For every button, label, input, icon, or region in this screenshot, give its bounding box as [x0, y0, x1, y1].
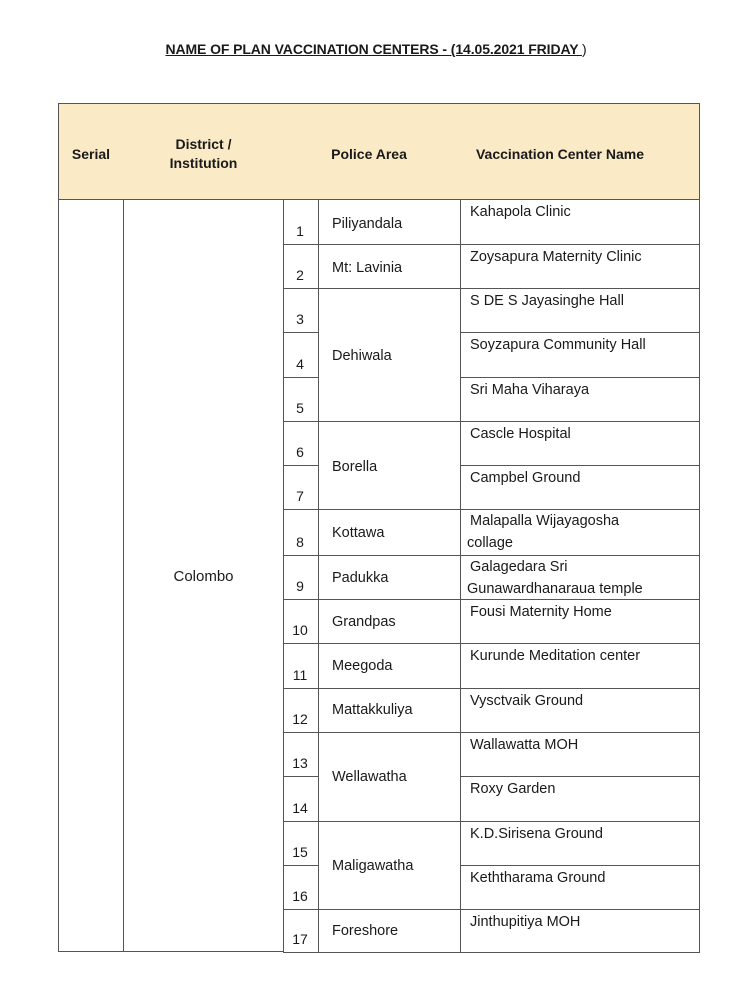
center-name-line1: Galagedara Sri: [470, 559, 568, 575]
police-area-name: Piliyandala: [332, 216, 403, 232]
police-area-name: Grandpas: [332, 614, 396, 630]
header-center-name: Vaccination Center Name: [475, 146, 645, 162]
police-area-name: Foreshore: [332, 923, 399, 939]
row-number: 6: [296, 444, 304, 460]
police-area-name: Dehiwala: [332, 348, 392, 364]
row-number: 12: [292, 711, 308, 727]
police-area-name: Mt: Lavinia: [332, 260, 403, 276]
police-area-name: Maligawatha: [332, 858, 414, 874]
page-title: [0, 41, 752, 57]
center-name-line2: collage: [467, 535, 513, 551]
title-text: NAME OF PLAN VACCINATION CENTERS - (14.05.2021 FRIDAY: [165, 41, 582, 57]
row-number: 15: [292, 844, 308, 860]
center-name: Sri Maha Viharaya: [470, 382, 590, 398]
police-area-name: Mattakkuliya: [332, 702, 413, 718]
district-value: Colombo: [173, 568, 234, 585]
center-name: Campbel Ground: [470, 470, 581, 486]
header-number-cell: [283, 103, 319, 200]
title-close-paren: ): [581, 41, 587, 57]
row-number: 1: [296, 223, 304, 239]
row-number: 14: [292, 800, 308, 816]
row-number: 5: [296, 400, 304, 416]
center-name: Keththarama Ground: [470, 870, 606, 886]
police-area-name: Kottawa: [332, 525, 385, 541]
center-name: Wallawatta MOH: [470, 737, 579, 753]
row-number: 10: [292, 622, 308, 638]
center-name: Jinthupitiya MOH: [470, 914, 581, 930]
row-number: 11: [292, 667, 308, 683]
serial-cell: [58, 199, 124, 952]
police-area-name: Meegoda: [332, 658, 393, 674]
center-name: Soyzapura Community Hall: [470, 337, 646, 353]
center-name: Kurunde Meditation center: [470, 648, 641, 664]
center-name: Roxy Garden: [470, 781, 556, 797]
police-area-name: Borella: [332, 459, 378, 475]
center-name-line1: Malapalla Wijayagosha: [470, 513, 620, 529]
center-name: Kahapola Clinic: [470, 204, 571, 220]
center-name: Zoysapura Maternity Clinic: [470, 249, 642, 265]
row-number: 2: [296, 267, 304, 283]
row-number: 17: [292, 931, 308, 947]
row-number: 8: [296, 534, 304, 550]
header-police-area: Police Area: [331, 146, 407, 162]
center-name: Fousi Maternity Home: [470, 604, 612, 620]
header-district-line2: Institution: [169, 155, 238, 171]
police-area-name: Wellawatha: [332, 769, 407, 785]
row-number: 13: [292, 755, 308, 771]
row-number: 4: [296, 356, 304, 372]
center-name: Cascle Hospital: [470, 426, 571, 442]
row-number: 7: [296, 488, 304, 504]
center-name-line2: Gunawardhanaraua temple: [467, 581, 643, 597]
center-name: S DE S Jayasinghe Hall: [470, 293, 624, 309]
header-district-line1: District /: [175, 136, 232, 152]
center-name: Vysctvaik Ground: [470, 693, 584, 709]
header-serial: Serial: [71, 146, 111, 162]
row-number: 3: [296, 311, 304, 327]
police-area-name: Padukka: [332, 570, 389, 586]
center-name: K.D.Sirisena Ground: [470, 826, 603, 842]
row-number: 16: [292, 888, 308, 904]
row-number: 9: [296, 578, 304, 594]
